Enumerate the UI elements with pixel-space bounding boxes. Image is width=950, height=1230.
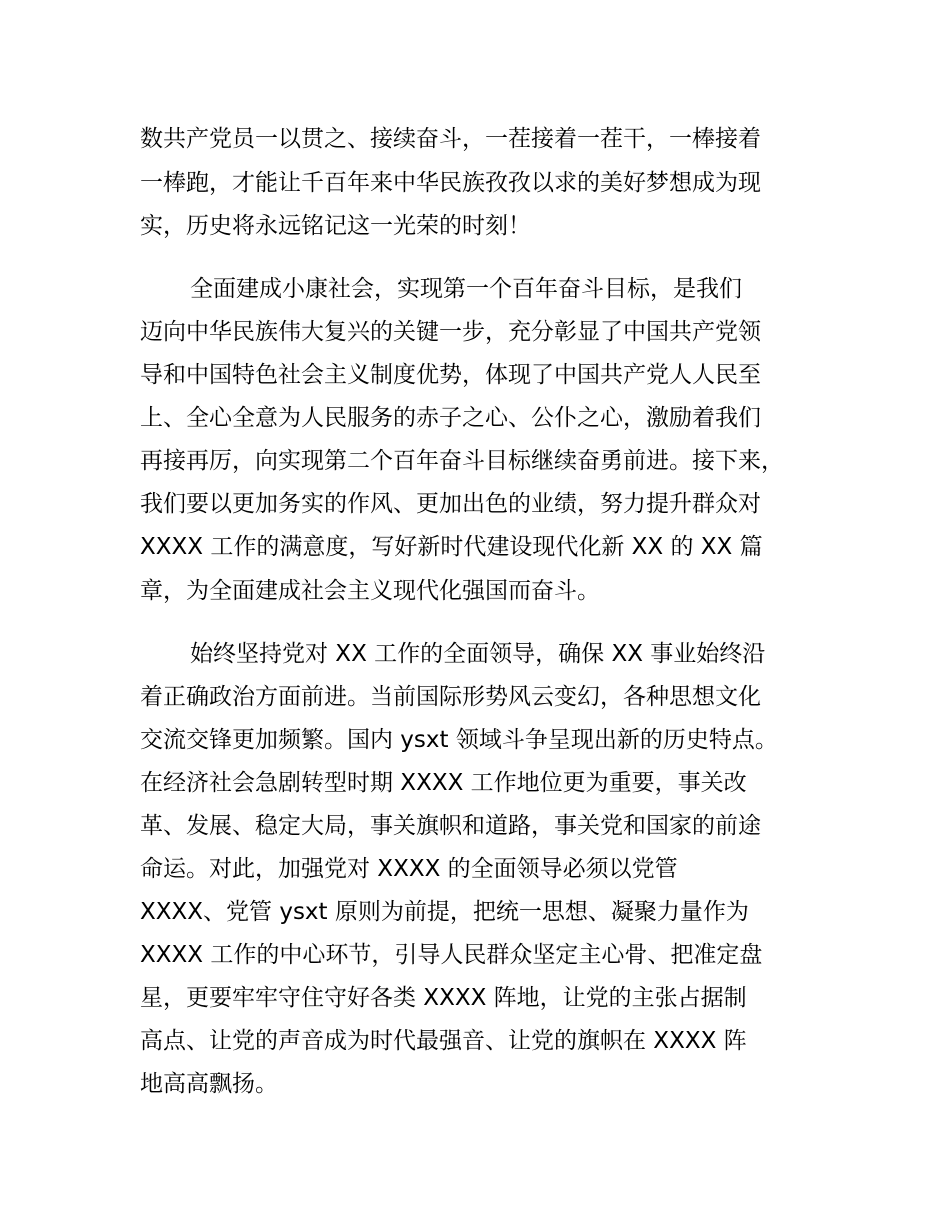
paragraph-3-line-2: 着正确政治方面前进。当前国际形势风云变幻，各种思想文化 xyxy=(140,684,761,710)
paragraph-3-line-10: 高点、让党的声音成为时代最强音、让党的旗帜在 XXXX 阵 xyxy=(140,1028,747,1054)
paragraph-2-line-1: 全面建成小康社会，实现第一个百年奋斗目标，是我们 xyxy=(190,276,742,302)
paragraph-1-line-2: 一棒跑，才能让千百年来中华民族孜孜以求的美好梦想成为现 xyxy=(140,170,761,196)
paragraph-2-line-7: XXXX 工作的满意度，写好新时代建设现代化新 XX 的 XX 篇 xyxy=(140,534,763,560)
paragraph-2-line-2: 迈向中华民族伟大复兴的关键一步，充分彰显了中国共产党领 xyxy=(140,319,761,345)
paragraph-3-line-7: XXXX、党管 ysxt 原则为前提，把统一思想、凝聚力量作为 xyxy=(140,899,749,925)
paragraph-1-line-1: 数共产党员一以贯之、接续奋斗，一茬接着一茬干，一棒接着 xyxy=(140,126,761,152)
paragraph-3-line-4: 在经济社会急剧转型时期 XXXX 工作地位更为重要，事关改 xyxy=(140,770,747,796)
paragraph-3-line-1: 始终坚持党对 XX 工作的全面领导，确保 XX 事业始终沿 xyxy=(190,641,766,667)
paragraph-3-line-9: 星，更要牢牢守住守好各类 XXXX 阵地，让党的主张占据制 xyxy=(140,985,747,1011)
paragraph-3-line-11: 地高高飘扬。 xyxy=(140,1071,278,1097)
paragraph-2-line-5: 再接再厉，向实现第二个百年奋斗目标继续奋勇前进。接下来， xyxy=(140,448,784,474)
paragraph-3-line-3: 交流交锋更加频繁。国内 ysxt 领域斗争呈现出新的历史特点。 xyxy=(140,727,778,753)
paragraph-1-line-3: 实，历史将永远铭记这一光荣的时刻！ xyxy=(140,213,531,239)
paragraph-3-line-5: 革、发展、稳定大局，事关旗帜和道路，事关党和国家的前途 xyxy=(140,813,761,839)
paragraph-3-line-8: XXXX 工作的中心环节，引导人民群众坚定主心骨、把准定盘 xyxy=(140,942,763,968)
paragraph-2-line-8: 章，为全面建成社会主义现代化强国而奋斗。 xyxy=(140,578,600,604)
paragraph-2-line-3: 导和中国特色社会主义制度优势，体现了中国共产党人人民至 xyxy=(140,362,761,388)
paragraph-2-line-4: 上、全心全意为人民服务的赤子之心、公仆之心，激励着我们 xyxy=(140,405,761,431)
paragraph-3-line-6: 命运。对此，加强党对 XXXX 的全面领导必须以党管 xyxy=(140,856,678,882)
paragraph-2-line-6: 我们要以更加务实的作风、更加出色的业绩，努力提升群众对 xyxy=(140,491,761,517)
